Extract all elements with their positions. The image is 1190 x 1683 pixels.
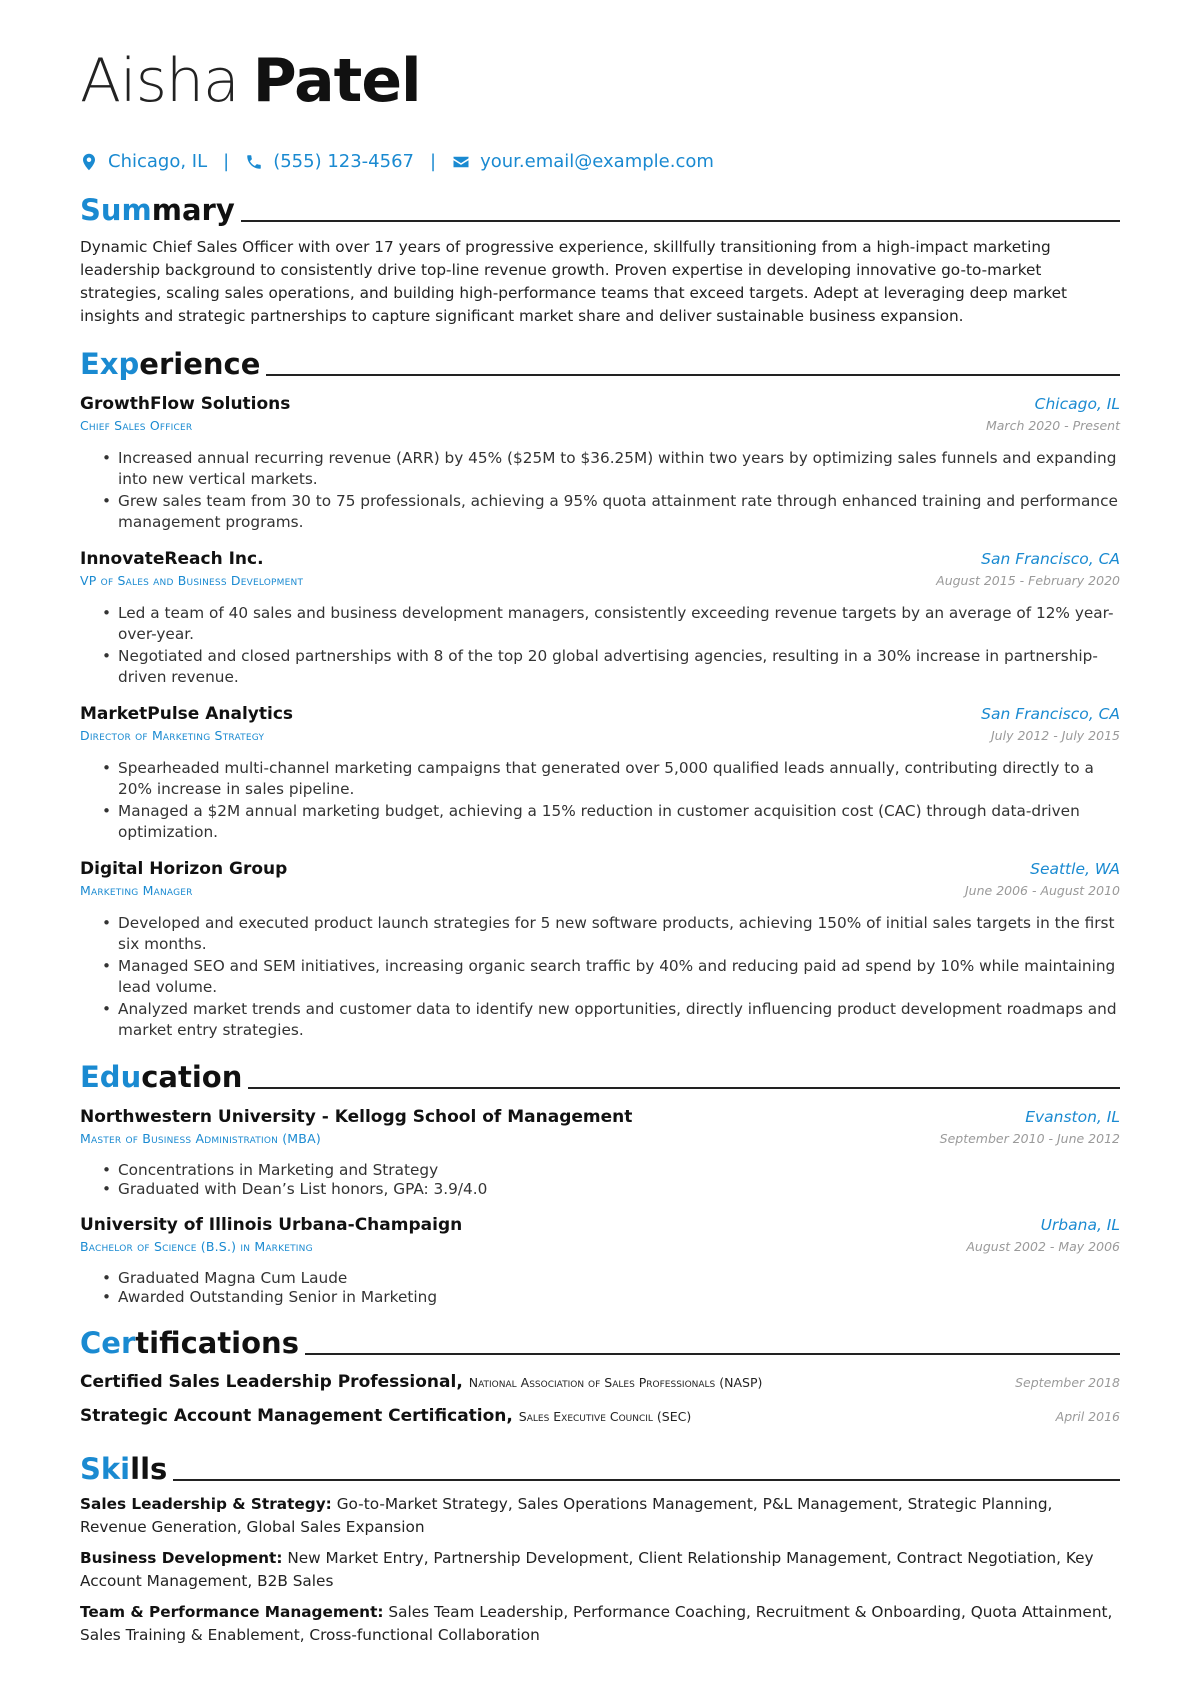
section-header-experience: [80, 346, 1120, 382]
certification-name: Strategic Account Management Certification: [80, 1406, 507, 1426]
job-location: Chicago, IL: [1034, 395, 1120, 413]
section-header-summary: [80, 192, 1120, 228]
section-title: Summary: [80, 193, 235, 227]
company-name: InnovateReach Inc.: [80, 549, 264, 569]
certification-date: April 2016: [1055, 1409, 1120, 1424]
bullet-item: • Awarded Outstanding Senior in Marketing: [102, 1288, 438, 1306]
bullet-item: • Led a team of 40 sales and business development managers, consistently exceeding revenue targets by an average of 12% year-over-year.: [102, 604, 1114, 643]
contact-email[interactable]: [452, 150, 714, 174]
bullet-list: [80, 1269, 1120, 1307]
phone-text: (555) 123-4567: [273, 151, 414, 172]
section-title: Education: [80, 1060, 243, 1094]
experience-entry: [80, 392, 1120, 533]
degree-name: Bachelor of Science (B.S.) in Marketing: [80, 1239, 313, 1254]
bullet-list: [80, 603, 1120, 688]
bullet-item: • Grew sales team from 30 to 75 professionals, achieving a 95% quota attainment rate through enhanced training and performance management programs.: [102, 492, 1118, 531]
map-pin-icon: [80, 153, 98, 171]
experience-entry: [80, 702, 1120, 843]
skill-group: [80, 1601, 1120, 1647]
first-name: Aisha: [80, 46, 239, 116]
bullet-item: • Managed a $2M annual marketing budget, achieving a 15% reduction in customer acquisition cost (CAC) through data-driven optimization.: [102, 802, 1080, 841]
certification-entry: Strategic Account Management Certification, Sales Executive Council (SEC) April 2016: [80, 1399, 1120, 1433]
education-entry: [80, 1105, 1120, 1199]
section-divider: [305, 1353, 1120, 1355]
certification-issuer: Sales Executive Council (SEC): [518, 1409, 692, 1424]
email-link: your.email@example.com: [480, 151, 714, 172]
school-name: University of Illinois Urbana-Champaign: [80, 1215, 463, 1235]
skill-items: Sales Team Leadership, Performance Coaching, Recruitment & Onboarding, Quota Attainment, Sales Training & Enablement, Cross-functional Collaboration: [80, 1603, 1113, 1644]
skill-items: New Market Entry, Partnership Development, Client Relationship Management, Contract Negotiation, Key Account Management, B2B Sales: [80, 1549, 1094, 1590]
degree-name: Master of Business Administration (MBA): [80, 1131, 321, 1146]
section-divider: [266, 374, 1120, 376]
experience-entry: [80, 857, 1120, 1041]
section-header-certifications: [80, 1325, 1120, 1361]
skill-category: Team & Performance Management:: [80, 1603, 384, 1621]
company-name: GrowthFlow Solutions: [80, 394, 291, 414]
job-dates: March 2020 - Present: [985, 418, 1120, 433]
contact-separator: |: [223, 151, 230, 172]
bullet-list: [80, 1161, 1120, 1199]
bullet-list: [80, 448, 1120, 533]
school-dates: August 2002 - May 2006: [966, 1239, 1120, 1254]
company-name: MarketPulse Analytics: [80, 704, 294, 724]
envelope-icon: [452, 153, 470, 171]
job-location: Seattle, WA: [1030, 860, 1120, 878]
skill-items: Go-to-Market Strategy, Sales Operations Management, P&L Management, Strategic Planning, Revenue Generation, Global Sales Expansion: [80, 1495, 1053, 1536]
experience-entry: [80, 547, 1120, 688]
bullet-item: • Spearheaded multi-channel marketing campaigns that generated over 5,000 qualified leads annually, contributing directly to a 20% increase in sales pipeline.: [102, 759, 1094, 798]
job-title: VP of Sales and Business Development: [80, 573, 304, 588]
bullet-item: • Graduated Magna Cum Laude: [102, 1269, 348, 1287]
job-dates: June 2006 - August 2010: [965, 883, 1120, 898]
skill-category: Business Development:: [80, 1549, 283, 1567]
certification-entry: Certified Sales Leadership Professional, National Association of Sales Professionals (NASP) September 2018: [80, 1365, 1120, 1399]
skill-group: [80, 1493, 1120, 1539]
section-title: Experience: [80, 347, 261, 381]
job-location: San Francisco, CA: [981, 550, 1120, 568]
location-text: Chicago, IL: [108, 151, 208, 172]
bullet-item: • Increased annual recurring revenue (ARR) by 45% ($25M to $36.25M) within two years by optimizing sales funnels and expanding into new vertical markets.: [102, 449, 1117, 488]
job-title: Chief Sales Officer: [80, 418, 193, 433]
skills-list: [80, 1493, 1120, 1647]
contact-location: [80, 150, 207, 174]
contact-line: [80, 150, 1120, 174]
certification-date: September 2018: [1015, 1375, 1120, 1390]
section-title: Certifications: [80, 1326, 299, 1360]
bullet-item: • Negotiated and closed partnerships with 8 of the top 20 global advertising agencies, resulting in a 30% increase in partnership-driven revenue.: [102, 647, 1098, 686]
last-name: Patel: [252, 46, 421, 116]
job-title: Director of Marketing Strategy: [80, 728, 265, 743]
certification-list: [80, 1365, 1120, 1433]
school-name: Northwestern University - Kellogg School of Management: [80, 1107, 633, 1127]
school-location: Evanston, IL: [1025, 1108, 1120, 1126]
candidate-name: [80, 40, 1120, 122]
contact-phone[interactable]: [245, 150, 414, 174]
section-title: Skills: [80, 1452, 168, 1486]
bullet-item: • Concentrations in Marketing and Strategy: [102, 1161, 439, 1179]
bullet-list: [80, 758, 1120, 843]
section-divider: [248, 1087, 1120, 1089]
school-dates: September 2010 - June 2012: [939, 1131, 1120, 1146]
section-header-education: [80, 1059, 1120, 1095]
bullet-item: • Graduated with Dean’s List honors, GPA: 3.9/4.0: [102, 1180, 488, 1198]
certification-issuer: National Association of Sales Professionals (NASP): [468, 1375, 763, 1390]
skill-category: Sales Leadership & Strategy:: [80, 1495, 332, 1513]
job-dates: August 2015 - February 2020: [936, 573, 1120, 588]
bullet-item: • Developed and executed product launch strategies for 5 new software products, achieving 150% of initial sales targets in the first six months.: [102, 914, 1115, 953]
section-divider: [173, 1479, 1120, 1481]
certification-name: Certified Sales Leadership Professional: [80, 1372, 457, 1392]
section-header-skills: [80, 1451, 1120, 1487]
phone-icon: [245, 153, 263, 171]
job-location: San Francisco, CA: [981, 705, 1120, 723]
job-dates: July 2012 - July 2015: [991, 728, 1120, 743]
school-location: Urbana, IL: [1040, 1216, 1120, 1234]
section-divider: [241, 220, 1120, 222]
bullet-item: • Managed SEO and SEM initiatives, increasing organic search traffic by 40% and reducing paid ad spend by 10% while maintaining lead volume.: [102, 957, 1116, 996]
skill-group: [80, 1547, 1120, 1593]
job-title: Marketing Manager: [80, 883, 193, 898]
education-entry: [80, 1213, 1120, 1307]
contact-separator: |: [430, 151, 437, 172]
company-name: Digital Horizon Group: [80, 859, 288, 879]
resume-page: [80, 40, 1120, 1647]
bullet-list: [80, 913, 1120, 1041]
summary-text: Dynamic Chief Sales Officer with over 17 years of progressive experience, skillfully transitioning from a high-impact marketing leadership background to consistently drive top-line revenue growth. Proven expertise in developing innovative go-to-market strategies, scaling sales operations, and building high-performance teams that exceed targets. Adept at leveraging deep market insights and strategic partnerships to capture significant market share and deliver sustainable business expansion.: [80, 238, 1067, 325]
bullet-item: • Analyzed market trends and customer data to identify new opportunities, directly influencing product development roadmaps and market entry strategies.: [102, 1000, 1117, 1039]
